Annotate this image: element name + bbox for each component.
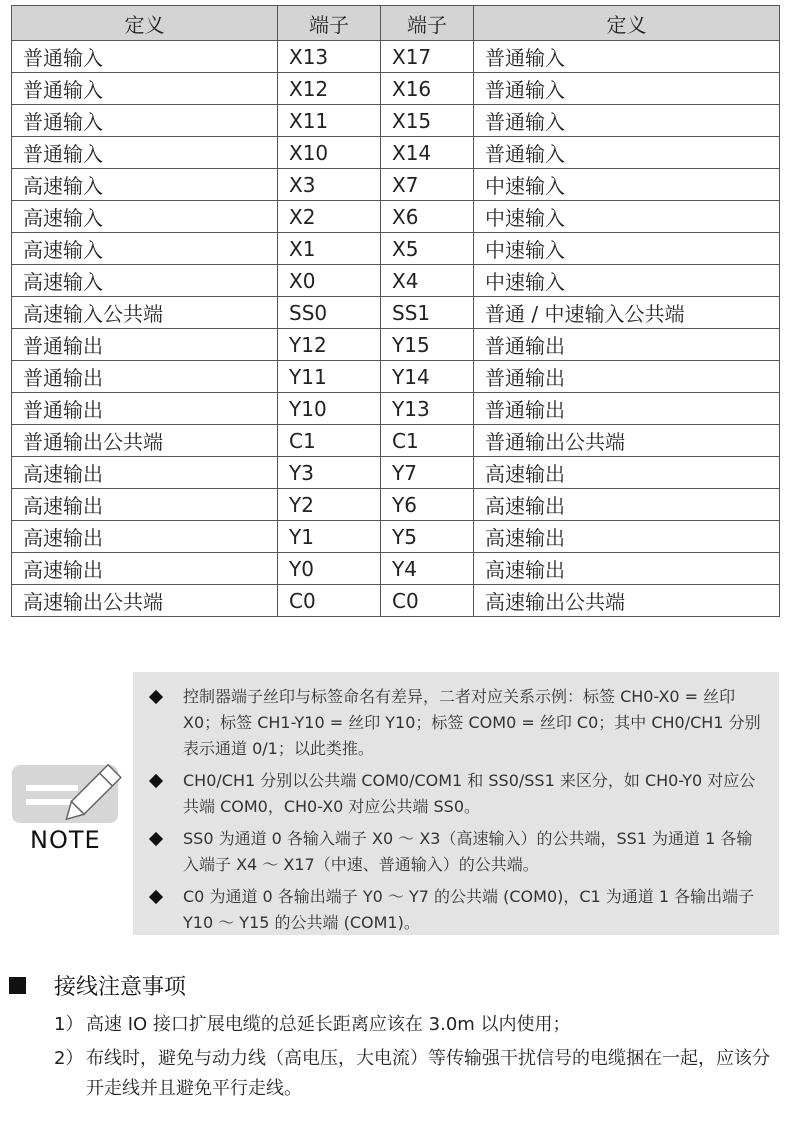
section-square-icon — [9, 977, 26, 994]
cell-terminal-left: Y10 — [278, 393, 381, 425]
header-terminal-left: 端子 — [278, 6, 381, 41]
cell-definition-left: 普通输入 — [12, 105, 278, 137]
table-row — [12, 425, 780, 457]
cell-terminal-right: X14 — [381, 137, 474, 169]
note-item — [147, 826, 765, 878]
cell-terminal-left: Y3 — [278, 457, 381, 489]
note-item — [147, 768, 765, 820]
cell-terminal-left: X12 — [278, 73, 381, 105]
cell-terminal-right: Y6 — [381, 489, 474, 521]
cell-terminal-right: C1 — [381, 425, 474, 457]
cell-definition-right: 普通输出 — [474, 329, 780, 361]
section-title: 接线注意事项 — [54, 975, 187, 1000]
table-row — [12, 41, 780, 73]
table-header-row — [12, 6, 780, 41]
cell-definition-right: 中速输入 — [474, 265, 780, 297]
table-row — [12, 393, 780, 425]
cell-terminal-left: Y11 — [278, 361, 381, 393]
cell-terminal-right: X6 — [381, 201, 474, 233]
cell-terminal-left: X1 — [278, 233, 381, 265]
cell-definition-left: 普通输出 — [12, 393, 278, 425]
cell-terminal-left: X2 — [278, 201, 381, 233]
cell-terminal-left: C1 — [278, 425, 381, 457]
cell-terminal-right: X16 — [381, 73, 474, 105]
table-row — [12, 265, 780, 297]
cell-definition-left: 高速输入公共端 — [12, 297, 278, 329]
note-box — [133, 672, 779, 935]
cell-terminal-right: Y5 — [381, 521, 474, 553]
cell-definition-right: 中速输入 — [474, 169, 780, 201]
diamond-bullet-icon — [149, 690, 163, 704]
cell-definition-right: 普通输入 — [474, 41, 780, 73]
cell-terminal-right: Y14 — [381, 361, 474, 393]
cell-definition-left: 高速输出 — [12, 521, 278, 553]
cell-definition-right: 高速输出 — [474, 553, 780, 585]
cell-definition-right: 普通输入 — [474, 73, 780, 105]
table-row — [12, 553, 780, 585]
cell-definition-left: 高速输出 — [12, 457, 278, 489]
note-item-text: C0 为通道 0 各输出端子 Y0 ～ Y7 的公共端 (COM0)，C1 为通道 1 各输出端子 Y10 ～ Y15 的公共端 (COM1)。 — [183, 887, 755, 932]
table-row — [12, 233, 780, 265]
cell-terminal-right: X5 — [381, 233, 474, 265]
cell-terminal-right: Y4 — [381, 553, 474, 585]
cell-terminal-left: Y2 — [278, 489, 381, 521]
cell-definition-right: 普通 / 中速输入公共端 — [474, 297, 780, 329]
cell-terminal-right: X7 — [381, 169, 474, 201]
diamond-bullet-icon — [149, 890, 163, 904]
table-row — [12, 361, 780, 393]
cell-terminal-left: X3 — [278, 169, 381, 201]
cell-terminal-left: X13 — [278, 41, 381, 73]
table-row — [12, 329, 780, 361]
cell-terminal-right: Y15 — [381, 329, 474, 361]
list-item — [54, 1044, 784, 1104]
note-label: NOTE — [30, 826, 101, 854]
cell-definition-right: 中速输入 — [474, 233, 780, 265]
list-item-text: 布线时，避免与动力线（高电压，大电流）等传输强干扰信号的电缆捆在一起，应该分开走线并且避免平行走线。 — [86, 1048, 770, 1099]
table-row — [12, 489, 780, 521]
cell-terminal-right: SS1 — [381, 297, 474, 329]
cell-definition-left: 高速输入 — [12, 201, 278, 233]
cell-terminal-right: X17 — [381, 41, 474, 73]
note-item — [147, 684, 765, 762]
cell-definition-left: 高速输出 — [12, 489, 278, 521]
list-item-text: 高速 IO 接口扩展电缆的总延长距离应该在 3.0m 以内使用； — [86, 1014, 571, 1035]
cell-terminal-left: Y1 — [278, 521, 381, 553]
cell-definition-left: 普通输出公共端 — [12, 425, 278, 457]
cell-definition-left: 普通输出 — [12, 329, 278, 361]
cell-definition-left: 普通输入 — [12, 137, 278, 169]
note-item — [147, 884, 765, 936]
diamond-bullet-icon — [149, 774, 163, 788]
cell-terminal-left: X0 — [278, 265, 381, 297]
header-terminal-right: 端子 — [381, 6, 474, 41]
cell-terminal-right: C0 — [381, 585, 474, 617]
cell-definition-left: 高速输入 — [12, 233, 278, 265]
cell-terminal-left: Y12 — [278, 329, 381, 361]
cell-definition-right: 普通输入 — [474, 137, 780, 169]
cell-definition-left: 高速输出 — [12, 553, 278, 585]
cell-definition-right: 高速输出 — [474, 457, 780, 489]
cell-definition-right: 高速输出 — [474, 521, 780, 553]
table-row — [12, 457, 780, 489]
diamond-bullet-icon — [149, 832, 163, 846]
table-body — [12, 41, 780, 617]
cell-definition-left: 普通输入 — [12, 41, 278, 73]
cell-definition-left: 高速输入 — [12, 169, 278, 201]
cell-definition-left: 高速输出公共端 — [12, 585, 278, 617]
cell-definition-right: 普通输出 — [474, 393, 780, 425]
cell-terminal-left: X11 — [278, 105, 381, 137]
note-item-text: SS0 为通道 0 各输入端子 X0 ～ X3（高速输入）的公共端，SS1 为通道 1 各输入端子 X4 ～ X17（中速、普通输入）的公共端。 — [183, 829, 753, 874]
table-row — [12, 169, 780, 201]
cell-terminal-right: Y13 — [381, 393, 474, 425]
cell-definition-left: 普通输入 — [12, 73, 278, 105]
wiring-notes-list — [54, 1010, 784, 1108]
cell-definition-right: 高速输出 — [474, 489, 780, 521]
table-row — [12, 585, 780, 617]
table-row — [12, 297, 780, 329]
header-definition-right: 定义 — [474, 6, 780, 41]
note-item-text: 控制器端子丝印与标签命名有差异，二者对应关系示例：标签 CH0-X0 = 丝印 X0；标签 CH1-Y10 = 丝印 Y10；标签 COM0 = 丝印 C0；其中 CH0/CH1 分别表示通道 0/1；以此类推。 — [183, 687, 761, 758]
cell-terminal-left: C0 — [278, 585, 381, 617]
cell-terminal-left: Y0 — [278, 553, 381, 585]
cell-terminal-right: Y7 — [381, 457, 474, 489]
io-terminal-table — [11, 5, 780, 617]
cell-definition-left: 高速输入 — [12, 265, 278, 297]
cell-terminal-right: X4 — [381, 265, 474, 297]
cell-definition-right: 普通输入 — [474, 105, 780, 137]
table-row — [12, 73, 780, 105]
table-row — [12, 201, 780, 233]
cell-terminal-left: X10 — [278, 137, 381, 169]
list-item — [54, 1010, 784, 1040]
header-definition-left: 定义 — [12, 6, 278, 41]
cell-terminal-left: SS0 — [278, 297, 381, 329]
cell-definition-right: 中速输入 — [474, 201, 780, 233]
cell-definition-right: 普通输出公共端 — [474, 425, 780, 457]
cell-definition-right: 普通输出 — [474, 361, 780, 393]
note-item-text: CH0/CH1 分别以公共端 COM0/COM1 和 SS0/SS1 来区分，如 CH0-Y0 对应公共端 COM0，CH0-X0 对应公共端 SS0。 — [183, 771, 756, 816]
list-item-number: 2） — [54, 1048, 84, 1069]
cell-terminal-right: X15 — [381, 105, 474, 137]
list-item-number: 1） — [54, 1014, 84, 1035]
cell-definition-right: 高速输出公共端 — [474, 585, 780, 617]
cell-definition-left: 普通输出 — [12, 361, 278, 393]
table-row — [12, 521, 780, 553]
table-row — [12, 137, 780, 169]
table-row — [12, 105, 780, 137]
